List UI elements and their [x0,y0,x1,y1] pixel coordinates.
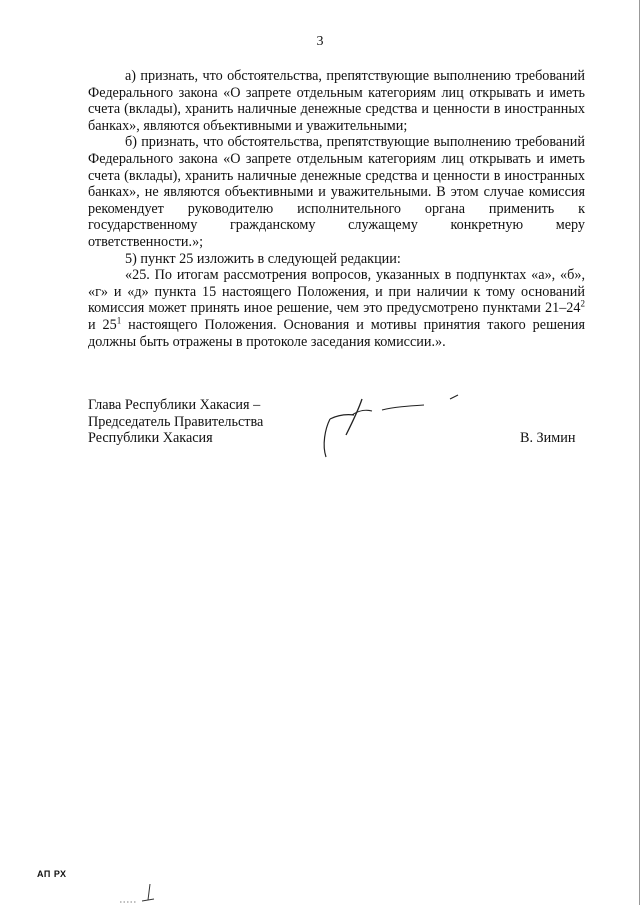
footer-code: АП РХ [37,869,67,879]
superscript-2: 2 [580,298,585,309]
paragraph-b: б) признать, что обстоятельства, препятствующие выполнению требований Федерального закона «О запрете отдельным категориям лиц открывать и иметь счета (вклады), хранить наличные денежные средства и ценности в иностранных банках», не являются объективными и уважительными. В этом случае комиссия рекомендует руководителю исполнительного органа применить к государственному гражданскому служащему конкретную меру ответственности.»; [88,134,585,250]
paragraph-25 [88,267,585,350]
superscript-1: 1 [116,315,122,326]
signatory-title [88,397,308,447]
handwritten-signature [316,385,476,460]
signatory-title-line-2: Председатель Правительства [88,413,264,430]
paragraph-a: а) признать, что обстоятельства, препятствующие выполнению требований Федерального закона «О запрете отдельным категориям лиц открывать и иметь счета (вклады), хранить наличные денежные средства и ценности в иностранных банках», являются объективными и уважительными; [88,68,585,134]
footer-mark [112,880,162,905]
page-number: 3 [316,34,324,49]
document-body [88,68,585,350]
signatory-title-line-1: Глава Республики Хакасия – [88,397,261,413]
signatory-title-line-3: Республики Хакасия [88,430,213,447]
paragraph-25-text-3: настоящего Положения. Основания и мотивы принятия такого решения должны быть отражены в протоколе заседания комиссии.». [88,316,586,350]
signer-name: В. Зимин [520,430,576,446]
paragraph-item-5: 5) пункт 25 изложить в следующей редакции: [125,250,401,267]
paragraph-25-text-2: и 25 [88,316,117,333]
paragraph-25-text-1: «25. По итогам рассмотрения вопросов, указанных в подпунктах «а», «б», «г» и «д» пункта 15 настоящего Положения, и при наличии к тому оснований комиссия может принять иное решение, чем это предусмотрено пунктами 21–24 [88,267,585,317]
